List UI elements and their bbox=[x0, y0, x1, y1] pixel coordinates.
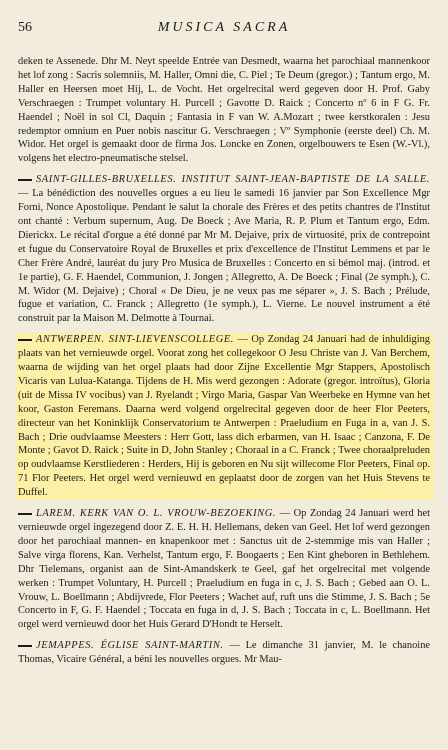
section-text: — La bénédiction des nouvelles orgues a eu lieu le samedi 16 janvier par Son Excellence Mgr Forni, Nonce Apostolique. Pendant le salut la chorale des Frères et des petits chantres de l'Institut ont chanté : Verbum supernum, Aug. De Boeck ; Ave Maria, R. P. Plum et Tantum ergo, Edm. Dierickx. Le récital d'orgue a été donné par Mr M. Dejaive, prix de virtuosité, prix de contrepoint et fugue du Conservatoire Royal de Bruxelles et prix d'excellence de l'Institut Lemmens et par le Cher Frère André, lauréat du jury Pro Musica de Bruxelles : Concerto en si bémol maj. (introd. et 1e partie), G. F. Haendel, Communion, J. Jongen ; Allegretto, A. De Boeck ; Final (2e symph.), C. M. Widor (M. Dejaive) ; Choral « De Dieu, je ne veux pas me séparer », J. S. Bach ; Prélude, fugue et variation, C. Franck ; Allegretto (1e symph.), L. Vierne. Le nouvel instrument a été construit par la Maison M. Delmotte à Tournai. bbox=[18, 188, 430, 325]
article-body bbox=[18, 55, 430, 667]
section-heading: ANTWERPEN. SINT-LIEVENSCOLLEGE. bbox=[36, 334, 234, 346]
section-text: — Op Zondag 24 Januari werd het vernieuwde orgel ingezegend door Z. E. H. H. Hellemans, deken van Geel. Het lof werd gezongen door het parochiaal mannen- en knapenkoor met : Sanctus uit de 2-stemmige mis van Haller ; Salve virga florens, Kan. Verhelst, Tantum ergo, F. Boogaerts ; Een Kint gheboren in Bethlehem. Dhr Tielemans, organist aan de Sint-Amandskerk te Geel, gaf het orgelrecital met volgende werken : Trumpet Voluntary, H. Purcell ; Praeludium en fuga in c, J. S. Bach ; Gebed aan O. L. Vrouw, L. Boellmann ; Abdijvrede, Flor Peeters ; Wachet auf, ruft uns die Stimme, J. S. Bach ; 5e Concerto in F, G. F. Haendel ; Toccata en fuga in d, J. S. Bach ; Toccata in c, L. Boellmann. Het orgel werd vernieuwd door het Huis Gerard D'Hondt te Herselt. bbox=[18, 508, 430, 631]
page-number: 56 bbox=[18, 20, 32, 35]
paragraph-assenede bbox=[18, 55, 430, 166]
section-text: — Le dimanche 31 janvier, M. le chanoine Thomas, Vicaire Général, a béni les nouvelles orgues. Mr Mau- bbox=[18, 640, 431, 666]
section-saint-gilles bbox=[18, 173, 430, 326]
section-text: — Op Zondag 24 Januari had de inhuldiging plaats van het vernieuwde orgel. Voorat zong het collegekoor O Jesu Christe van J. Van Berchem, waarna de wijding van het orgel plaats had door Zijne Excellentie Mgr Stappers, Apostolisch Vicaris van Lulua-Katanga. Tijdens de H. Mis werd gezongen : Adorate (gregor. introïtus), Gloria (uit de Missa IV vocibus) van J. Ryelandt ; Virgo Maria, Gaspar Van Weerbeke en Hymne van het koor, Gaston Feremans. Daarna werd volgend orgelrecital gegeven door de heer Flor Peeters, directeur van het Koninklijk Conservatorium te Antwerpen : Praeludium en Fuga in a, van J. S. Bach ; Drie oudvlaamse Meesters : Herr Gott, lass dich erbarmen, van H. Isaac ; Canzona, F. De Monte ; Gavot D. Raick ; Suite in D, John Stanley ; Choraal in a C. Franck ; Twee choraalpreluden op oudvlaamse Kerstliederen : Herders, Hij is geboren en Nu sijt willecome Flor Peeters, Final op. 71 Flor Peeters. Het orgel werd vernieuwd en geplaatst door de zorgen van het Huis Stevens te Duffel. bbox=[18, 334, 430, 499]
section-heading: JEMAPPES. ÉGLISE SAINT-MARTIN. bbox=[36, 640, 224, 652]
running-title: MUSICA SACRA bbox=[157, 20, 291, 35]
section-larem bbox=[18, 507, 430, 632]
paragraph-text: deken te Assenede. Dhr M. Neyt speelde Entrée van Desmedt, waarna het parochiaal mannenkoor het lof zong : Sacris solemniis, M. Haller, Omni die, C. Piel ; Te Deum (gregor.) ; Tantum ergo, M. Haller en Heersen moet Hij, L. de Vocht. Het orgelrecital werd gegeven door H. Prof. Gaby Verschraegen : Trumpet voluntary H. Purcell ; Gavotte D. Raick ; Concerto nº 6 in F G. Fr. Haendel ; Noël in sol Cl, Daquin ; Fantasia in F van W. A.Mozart ; twee kerstkoralen : Jesu redemptor omnium en Puer nobis nascitur G. Verschraegen ; Vº Symphonie (eerste deel) Ch. M. Widor. Het orgel is gemaakt door de firma Jos. Loncke en Zonen, orgelbouwers te Esen (W.-Vl.), volgens het electro-pneumatische stelsel. bbox=[18, 56, 430, 165]
section-dash-icon bbox=[18, 179, 32, 181]
section-heading: SAINT-GILLES-BRUXELLES. INSTITUT SAINT-JEAN-BAPTISTE DE LA SALLE. bbox=[36, 174, 430, 186]
section-paragraph bbox=[18, 333, 430, 500]
section-paragraph bbox=[18, 639, 430, 667]
section-dash-icon bbox=[18, 339, 32, 341]
section-paragraph bbox=[18, 173, 430, 326]
section-dash-icon bbox=[18, 645, 32, 647]
page-header bbox=[18, 20, 430, 44]
section-antwerpen bbox=[16, 333, 434, 500]
section-jemappes bbox=[18, 639, 430, 667]
section-paragraph bbox=[18, 507, 430, 632]
section-dash-icon bbox=[18, 513, 32, 515]
section-heading: LAREM. KERK VAN O. L. VROUW-BEZOEKING. bbox=[36, 508, 276, 520]
